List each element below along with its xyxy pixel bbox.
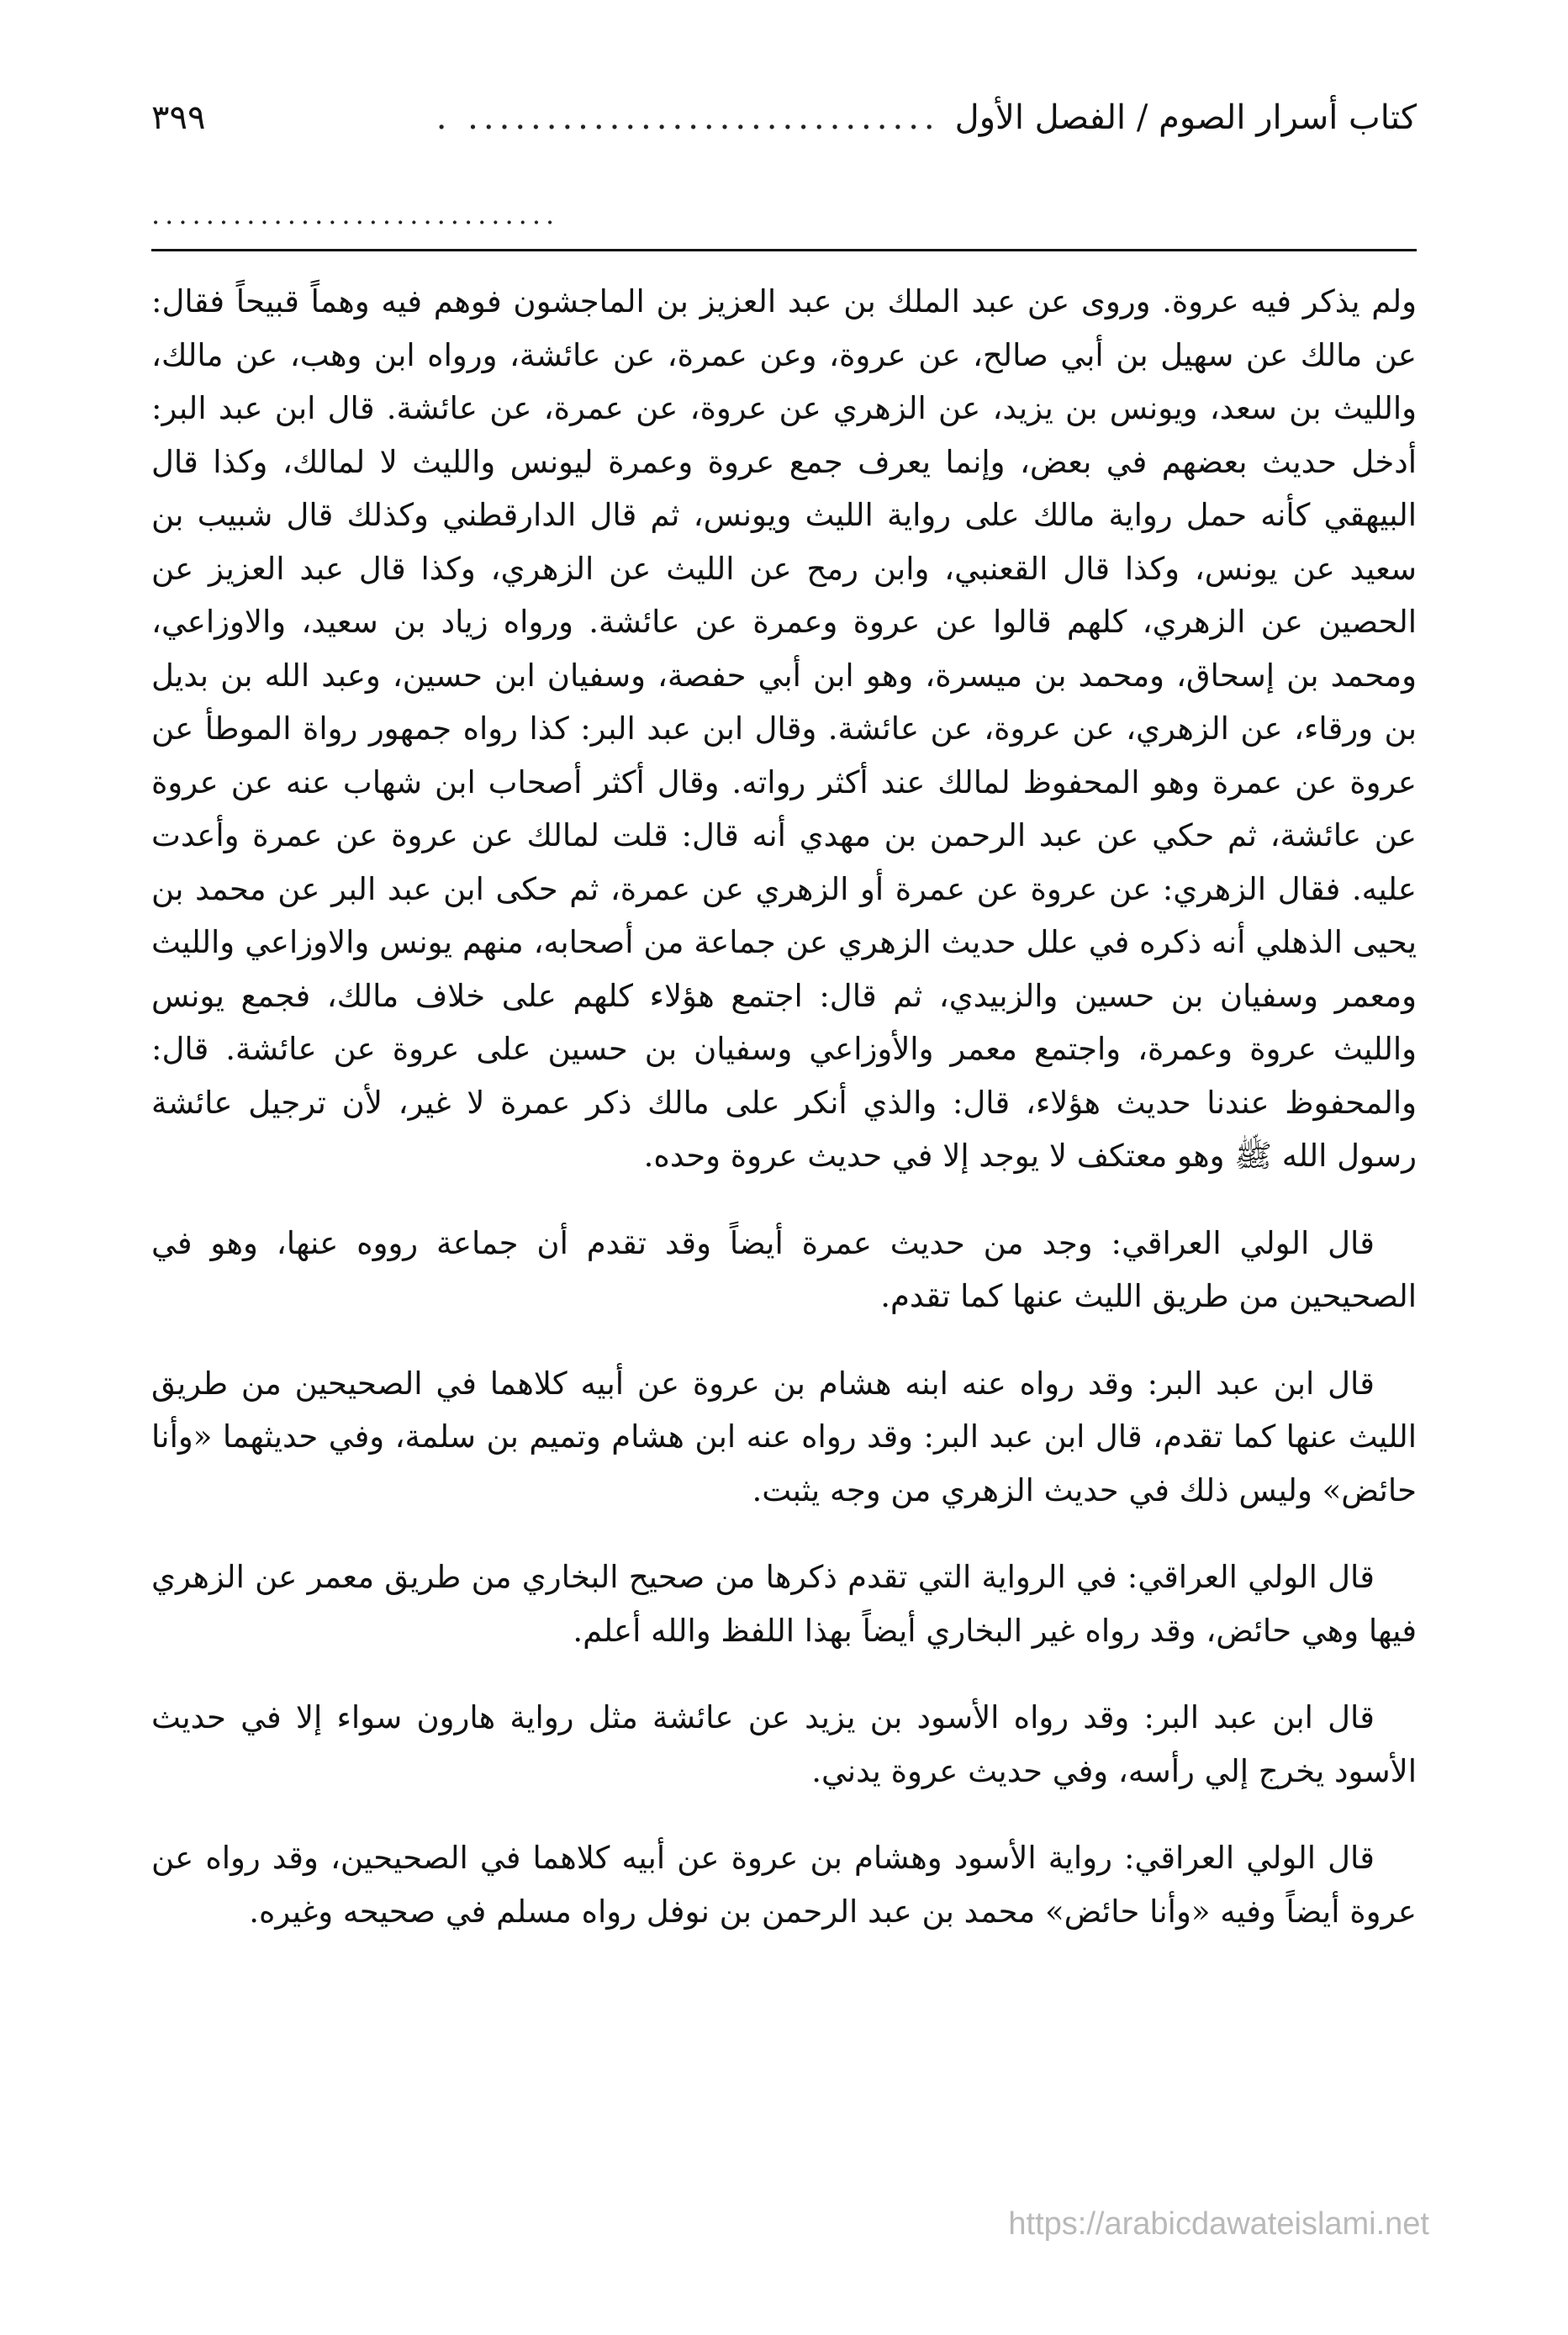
page-number: ٣٩٩ — [151, 98, 206, 137]
watermark-url: https://arabicdawateislami.net — [1008, 2206, 1429, 2242]
paragraph: قال الولي العراقي: في الرواية التي تقدم ذكرها من صحيح البخاري من طريق معمر عن الزهري فيها وهي حائض، وقد رواه غير البخاري أيضاً بهذا اللفظ والله أعلم. — [151, 1559, 1417, 1649]
paragraph: قال ابن عبد البر: وقد رواه الأسود بن يزيد عن عائشة مثل رواية هارون سواء إلا في حديث الأسود يخرج إلي رأسه، وفي حديث عروة يدني. — [151, 1699, 1417, 1789]
separator-dots: .............................. — [151, 198, 560, 230]
body-text — [151, 275, 1417, 1938]
paragraph: قال ابن عبد البر: وقد رواه عنه ابنه هشام بن عروة عن أبيه كلاهما في الصحيحين من طريق الليث عنها كما تقدم، قال ابن عبد البر: وقد رواه عنه ابن هشام وتميم بن سلمة، وفي حديثهما «وأنا حائض» وليس ذلك في حديث الزهري من وجه يثبت. — [151, 1365, 1417, 1508]
running-header — [151, 92, 1417, 143]
paragraph: قال الولي العراقي: وجد من حديث عمرة أيضاً وقد تقدم أن جماعة رووه عنها، وهو في الصحيحين من طريق الليث عنها كما تقدم. — [151, 1224, 1417, 1314]
header-rule — [151, 249, 1417, 251]
page — [151, 92, 1417, 1938]
header-title: كتاب أسرار الصوم / الفصل الأول — [954, 98, 1417, 137]
paragraph: قال الولي العراقي: رواية الأسود وهشام بن عروة عن أبيه كلاهما في الصحيحين، وقد رواه عن عروة أيضاً وفيه «وأنا حائض» محمد بن عبد الرحمن بن نوفل رواه مسلم في صحيحه وغيره. — [151, 1840, 1417, 1930]
paragraph: ولم يذكر فيه عروة. وروى عن عبد الملك بن عبد العزيز بن الماجشون فوهم فيه وهماً قبيحاً فقال: عن مالك عن سهيل بن أبي صالح، عن عروة، وعن عمرة، عن عائشة، ورواه ابن وهب، عن مالك، والليث بن سعد، ويونس بن يزيد، عن الزهري عن عروة، عن عمرة، عن عائشة. قال ابن عبد البر: أدخل حديث بعضهم في بعض، وإنما يعرف جمع عروة وعمرة ليونس والليث لا لمالك، وكذا قال البيهقي كأنه حمل رواية مالك على رواية الليث ويونس، ثم قال الدارقطني وكذلك قال شبيب بن سعيد عن يونس، وكذا قال القعنبي، وابن رمح عن الليث عن الزهري، وكذا قال عبد العزيز عن الحصين عن الزهري، كلهم قالوا عن عروة وعمرة عن عائشة. ورواه زياد بن سعيد، والاوزاعي، ومحمد بن إسحاق، ومحمد بن ميسرة، وهو ابن أبي حفصة، وسفيان ابن حسين، وعبد الله بن بديل بن ورقاء، عن الزهري، عن عروة، عن عائشة. وقال ابن عبد البر: كذا رواه جمهور رواة الموطأ عن عروة عن عمرة وهو المحفوظ لمالك عند أكثر رواته. وقال أكثر أصحاب ابن شهاب عنه عن عروة عن عائشة، ثم حكي عن عبد الرحمن بن مهدي أنه قال: قلت لمالك عن عروة عن عمرة وأعدت عليه. فقال الزهري: عن عروة عن عمرة أو الزهري عن عمرة، ثم حكى ابن عبد البر عن محمد بن يحيى الذهلي أنه ذكره في علل حديث الزهري عن جماعة من أصحابه، منهم يونس والاوزاعي والليث ومعمر وسفيان بن حسين والزبيدي، ثم قال: اجتمع هؤلاء كلهم على خلاف مالك، فجمع يونس والليث عروة وعمرة، واجتمع معمر والأوزاعي وسفيان بن حسين على عروة عن عائشة. قال: والمحفوظ عندنا حديث هؤلاء، قال: والذي أنكر على مالك ذكر عمرة لا غير، لأن ترجيل عائشة رسول الله ﷺ وهو معتكف لا يوجد إلا في حديث عروة وحده. — [151, 283, 1417, 1174]
header-leader-dots: .............................. . — [436, 98, 940, 137]
